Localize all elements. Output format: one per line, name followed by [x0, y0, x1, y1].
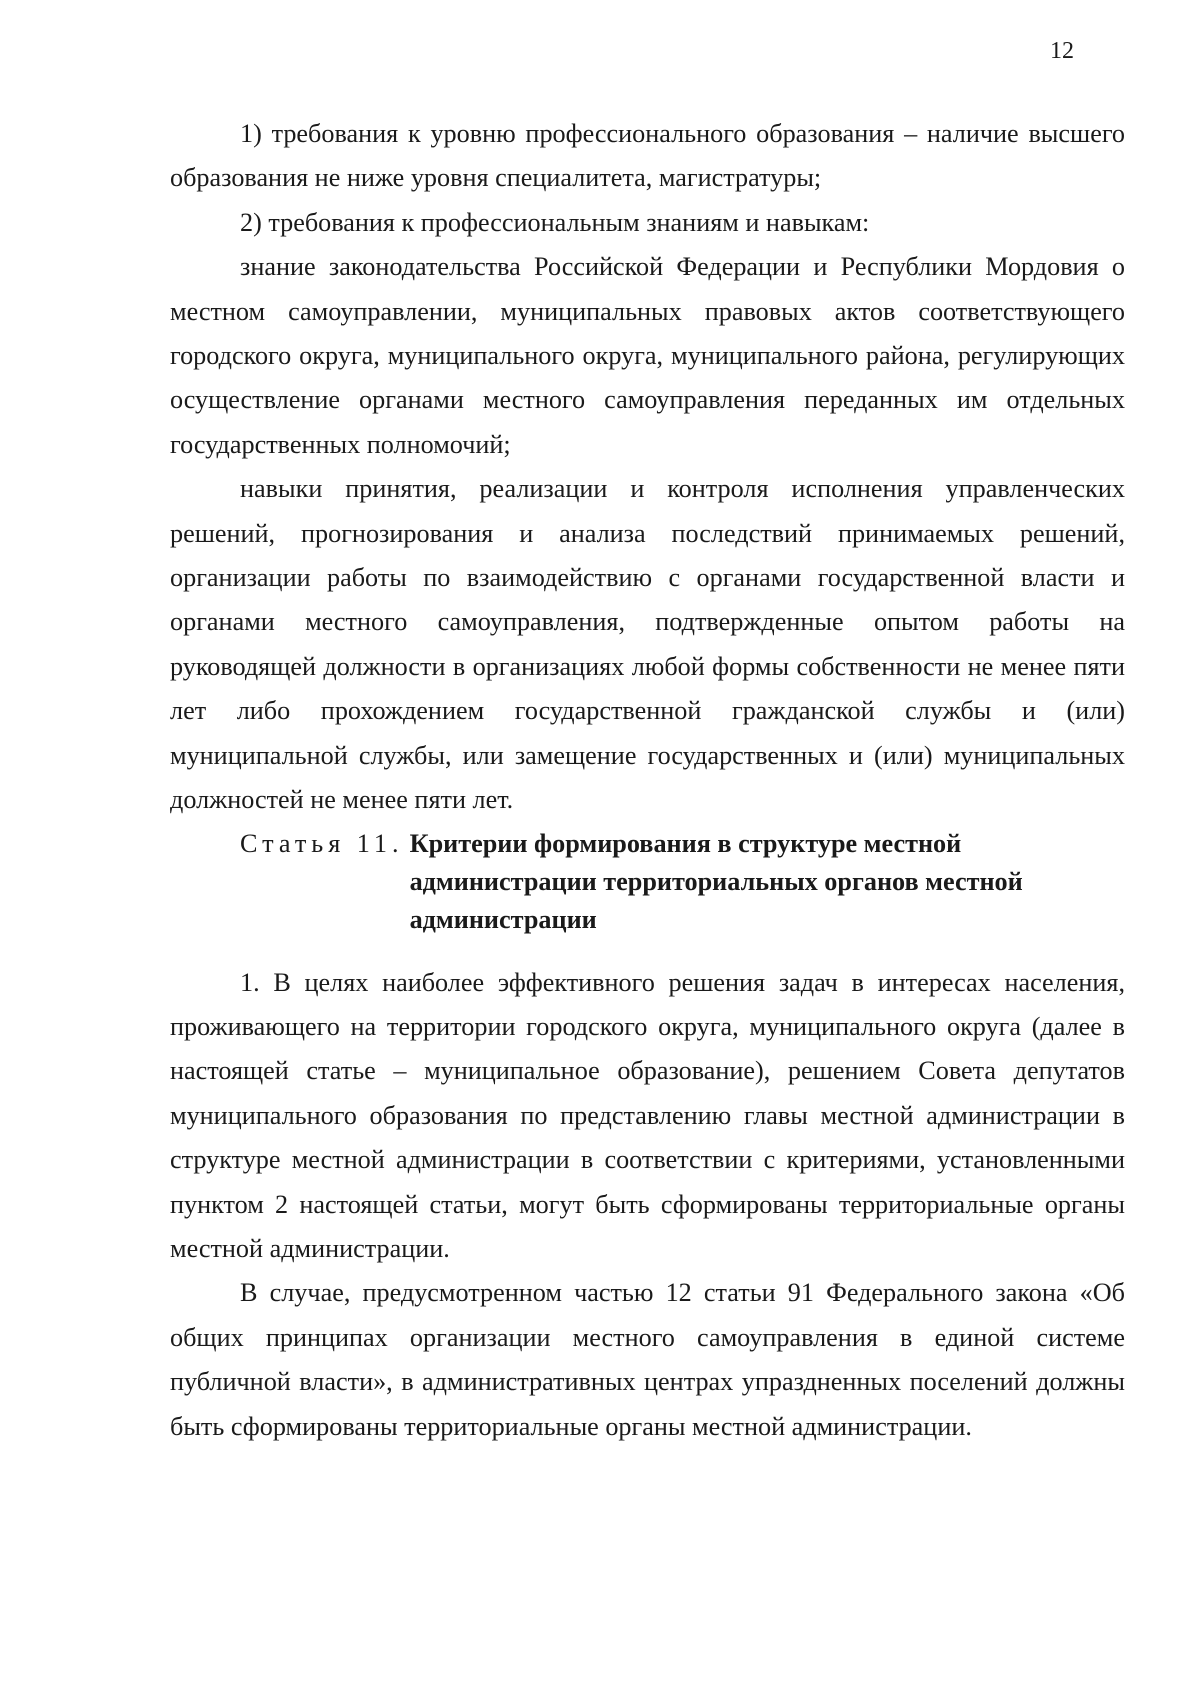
- paragraph-article-case: В случае, предусмотренном частью 12 статьи 91 Федерального закона «Об общих принципах организации местного самоуправления в единой системе публичной власти», в административных центрах упраздненных поселений должны быть сформированы территориальные органы местной администрации.: [170, 1278, 1125, 1441]
- paragraph-skills-requirements: 2) требования к профессиональным знаниям и навыкам:: [240, 207, 870, 237]
- document-body: [170, 112, 1125, 1449]
- paragraph-skills: навыки принятия, реализации и контроля исполнения управленческих решений, прогнозирования и анализа последствий принимаемых решений, организации работы по взаимодействию с органами государственной власти и органами местного самоуправления, подтвержденные опытом работы на руководящей должности в организациях любой формы собственности не менее пяти лет либо прохождением государственной гражданской службы и (или) муниципальной службы, или замещение государственных и (или) муниципальных должностей не менее пяти лет.: [170, 474, 1125, 815]
- paragraph-article-point-1: 1. В целях наиболее эффективного решения задач в интересах населения, проживающего на территории городского округа, муниципального округа (далее в настоящей статье – муниципальное образование), решением Совета депутатов муниципального образования по представлению главы местной администрации в структуре местной администрации в соответствии с критериями, установленными пунктом 2 настоящей статьи, могут быть сформированы территориальные органы местной администрации.: [170, 967, 1125, 1263]
- article-label: Статья 11.: [240, 828, 404, 858]
- heading-spacer: [170, 943, 1125, 961]
- article-heading: [240, 825, 1125, 939]
- page-number: 12: [1050, 38, 1074, 64]
- paragraph-education-requirements: 1) требования к уровню профессионального образования – наличие высшего образования не ниже уровня специалитета, магистратуры;: [170, 119, 1125, 193]
- article-title: Критерии формирования в структуре местной администрации территориальных органов местной администрации: [409, 828, 1023, 934]
- paragraph-knowledge: знание законодательства Российской Федерации и Республики Мордовия о местном самоуправлении, муниципальных правовых актов соответствующего городского округа, муниципального округа, муниципального района, регулирующих осуществление органами местного самоуправления переданных им отдельных государственных полномочий;: [170, 252, 1125, 459]
